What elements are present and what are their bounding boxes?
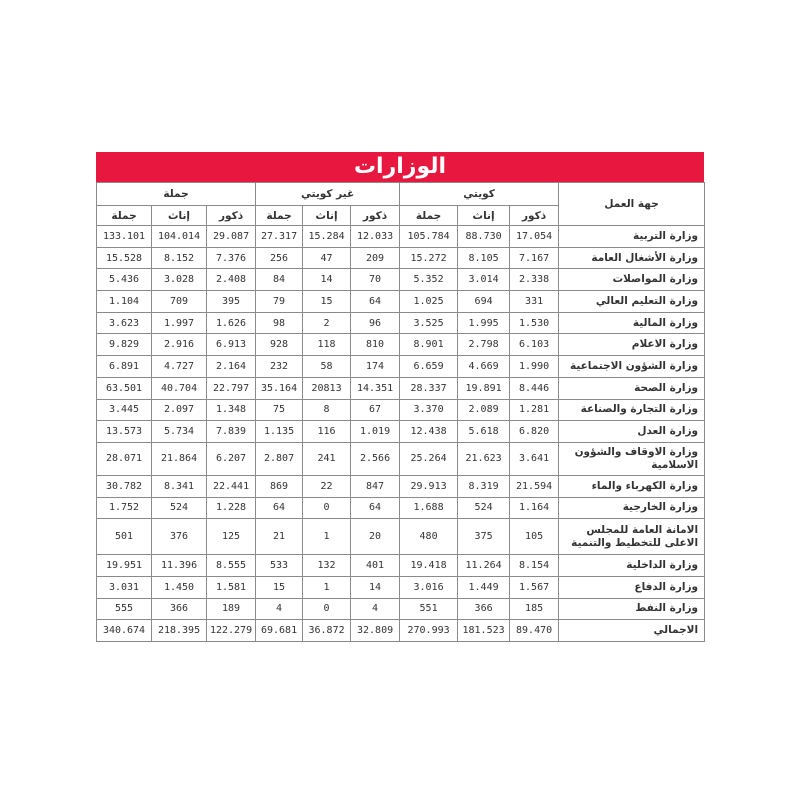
table-cell: 12.438 bbox=[400, 421, 458, 443]
table-cell: 132 bbox=[303, 555, 351, 577]
table-cell: 3.445 bbox=[97, 399, 152, 421]
table-row bbox=[97, 555, 705, 577]
table-cell: 241 bbox=[303, 442, 351, 475]
table-cell: 70 bbox=[351, 269, 400, 291]
table-cell: 1.990 bbox=[510, 356, 559, 378]
table-cell: 7.839 bbox=[207, 421, 256, 443]
table-cell: 3.014 bbox=[458, 269, 510, 291]
sub-header-male: ذكور bbox=[207, 206, 256, 226]
row-label: وزارة الدفاع bbox=[559, 576, 705, 598]
table-cell: 395 bbox=[207, 291, 256, 313]
entity-header: جهة العمل bbox=[559, 183, 705, 226]
sub-header-total: جملة bbox=[256, 206, 303, 226]
table-cell: 11.264 bbox=[458, 555, 510, 577]
table-cell: 2.408 bbox=[207, 269, 256, 291]
table-cell: 1.104 bbox=[97, 291, 152, 313]
table-cell: 2.566 bbox=[351, 442, 400, 475]
table-row bbox=[97, 421, 705, 443]
table-cell: 928 bbox=[256, 334, 303, 356]
table-cell: 5.734 bbox=[152, 421, 207, 443]
row-label: وزارة الخارجية bbox=[559, 497, 705, 519]
table-cell: 480 bbox=[400, 519, 458, 555]
table-cell: 8.105 bbox=[458, 247, 510, 269]
table-cell: 1.995 bbox=[458, 312, 510, 334]
table-cell: 21.623 bbox=[458, 442, 510, 475]
table-cell: 2.164 bbox=[207, 356, 256, 378]
table-cell: 22.441 bbox=[207, 475, 256, 497]
table-cell: 7.167 bbox=[510, 247, 559, 269]
sub-header-total: جملة bbox=[97, 206, 152, 226]
table-row bbox=[97, 519, 705, 555]
table-cell: 6.913 bbox=[207, 334, 256, 356]
table-cell: 79 bbox=[256, 291, 303, 313]
table-cell: 15.528 bbox=[97, 247, 152, 269]
table-cell: 15.272 bbox=[400, 247, 458, 269]
table-cell: 1.025 bbox=[400, 291, 458, 313]
table-cell: 3.028 bbox=[152, 269, 207, 291]
table-cell: 1 bbox=[303, 519, 351, 555]
table-cell: 232 bbox=[256, 356, 303, 378]
table-cell: 4 bbox=[351, 598, 400, 620]
table-cell: 0 bbox=[303, 497, 351, 519]
sub-header-total: جملة bbox=[400, 206, 458, 226]
table-cell: 12.033 bbox=[351, 226, 400, 248]
table-cell: 5.618 bbox=[458, 421, 510, 443]
table-cell: 1.348 bbox=[207, 399, 256, 421]
table-cell: 209 bbox=[351, 247, 400, 269]
row-label: وزارة الكهرباء والماء bbox=[559, 475, 705, 497]
table-cell: 1.019 bbox=[351, 421, 400, 443]
table-cell: 181.523 bbox=[458, 620, 510, 642]
table-cell: 4 bbox=[256, 598, 303, 620]
table-cell: 122.279 bbox=[207, 620, 256, 642]
row-label: وزارة التجارة والصناعة bbox=[559, 399, 705, 421]
group-header-non-kuwaiti: غير كويتي bbox=[256, 183, 400, 206]
sub-header-male: ذكور bbox=[510, 206, 559, 226]
table-cell: 376 bbox=[152, 519, 207, 555]
table-cell: 69.681 bbox=[256, 620, 303, 642]
table-cell: 64 bbox=[256, 497, 303, 519]
table-cell: 7.376 bbox=[207, 247, 256, 269]
table-row bbox=[97, 442, 705, 475]
table-cell: 47 bbox=[303, 247, 351, 269]
table-cell: 3.016 bbox=[400, 576, 458, 598]
table-cell: 2.807 bbox=[256, 442, 303, 475]
table-cell: 105.784 bbox=[400, 226, 458, 248]
table-cell: 2.097 bbox=[152, 399, 207, 421]
sub-header-female: إناث bbox=[152, 206, 207, 226]
table-cell: 58 bbox=[303, 356, 351, 378]
table-cell: 0 bbox=[303, 598, 351, 620]
table-cell: 2.338 bbox=[510, 269, 559, 291]
table-cell: 21 bbox=[256, 519, 303, 555]
table-cell: 1.688 bbox=[400, 497, 458, 519]
table-cell: 1.281 bbox=[510, 399, 559, 421]
table-cell: 2.916 bbox=[152, 334, 207, 356]
table-cell: 6.891 bbox=[97, 356, 152, 378]
table-cell: 810 bbox=[351, 334, 400, 356]
row-label: وزارة الداخلية bbox=[559, 555, 705, 577]
ministries-table bbox=[96, 182, 705, 642]
group-header-kuwaiti: كويتي bbox=[400, 183, 559, 206]
row-label: وزارة التعليم العالي bbox=[559, 291, 705, 313]
table-cell: 1.449 bbox=[458, 576, 510, 598]
table-cell: 366 bbox=[152, 598, 207, 620]
table-cell: 19.891 bbox=[458, 377, 510, 399]
table-cell: 218.395 bbox=[152, 620, 207, 642]
table-cell: 28.337 bbox=[400, 377, 458, 399]
table-cell: 20 bbox=[351, 519, 400, 555]
table-cell: 6.820 bbox=[510, 421, 559, 443]
table-cell: 256 bbox=[256, 247, 303, 269]
table-cell: 3.641 bbox=[510, 442, 559, 475]
table-cell: 30.782 bbox=[97, 475, 152, 497]
table-cell: 5.352 bbox=[400, 269, 458, 291]
row-label: وزارة العدل bbox=[559, 421, 705, 443]
table-cell: 29.913 bbox=[400, 475, 458, 497]
sub-header-female: إناث bbox=[458, 206, 510, 226]
table-cell: 14 bbox=[303, 269, 351, 291]
table-cell: 84 bbox=[256, 269, 303, 291]
table-cell: 64 bbox=[351, 291, 400, 313]
table-cell: 133.101 bbox=[97, 226, 152, 248]
table-cell: 694 bbox=[458, 291, 510, 313]
table-cell: 8.555 bbox=[207, 555, 256, 577]
table-cell: 28.071 bbox=[97, 442, 152, 475]
sub-header-male: ذكور bbox=[351, 206, 400, 226]
table-cell: 2.089 bbox=[458, 399, 510, 421]
table-cell: 524 bbox=[152, 497, 207, 519]
table-row bbox=[97, 475, 705, 497]
table-cell: 1.530 bbox=[510, 312, 559, 334]
table-cell: 1.450 bbox=[152, 576, 207, 598]
table-row bbox=[97, 269, 705, 291]
table-body bbox=[97, 226, 705, 642]
table-row bbox=[97, 576, 705, 598]
table-row bbox=[97, 312, 705, 334]
table-cell: 20813 bbox=[303, 377, 351, 399]
table-cell: 36.872 bbox=[303, 620, 351, 642]
table-cell: 1.228 bbox=[207, 497, 256, 519]
table-cell: 63.501 bbox=[97, 377, 152, 399]
row-label: الاجمالي bbox=[559, 620, 705, 642]
table-row bbox=[97, 399, 705, 421]
group-header-total: جملة bbox=[97, 183, 256, 206]
table-cell: 4.669 bbox=[458, 356, 510, 378]
table-cell: 6.659 bbox=[400, 356, 458, 378]
table-cell: 15.284 bbox=[303, 226, 351, 248]
sub-header-female: إناث bbox=[303, 206, 351, 226]
table-cell: 869 bbox=[256, 475, 303, 497]
table-cell: 709 bbox=[152, 291, 207, 313]
table-cell: 6.103 bbox=[510, 334, 559, 356]
table-cell: 189 bbox=[207, 598, 256, 620]
table-cell: 13.573 bbox=[97, 421, 152, 443]
total-row bbox=[97, 620, 705, 642]
table-cell: 8.319 bbox=[458, 475, 510, 497]
table-cell: 15 bbox=[256, 576, 303, 598]
table-row bbox=[97, 598, 705, 620]
table-row bbox=[97, 377, 705, 399]
table-cell: 1.567 bbox=[510, 576, 559, 598]
table-cell: 22 bbox=[303, 475, 351, 497]
table-cell: 8.154 bbox=[510, 555, 559, 577]
row-label: وزارة الاعلام bbox=[559, 334, 705, 356]
table-cell: 1 bbox=[303, 576, 351, 598]
table-cell: 2 bbox=[303, 312, 351, 334]
table-row bbox=[97, 247, 705, 269]
row-label: وزارة الشؤون الاجتماعية bbox=[559, 356, 705, 378]
table-cell: 116 bbox=[303, 421, 351, 443]
row-label: الامانة العامة للمجلس الاعلى للتخطيط والتنمية bbox=[559, 519, 705, 555]
table-cell: 22.797 bbox=[207, 377, 256, 399]
table-cell: 14 bbox=[351, 576, 400, 598]
table-cell: 8.152 bbox=[152, 247, 207, 269]
table-cell: 125 bbox=[207, 519, 256, 555]
table-cell: 5.436 bbox=[97, 269, 152, 291]
table-cell: 1.997 bbox=[152, 312, 207, 334]
table-cell: 21.594 bbox=[510, 475, 559, 497]
table-cell: 331 bbox=[510, 291, 559, 313]
table-cell: 375 bbox=[458, 519, 510, 555]
table-cell: 96 bbox=[351, 312, 400, 334]
row-label: وزارة المالية bbox=[559, 312, 705, 334]
table-row bbox=[97, 497, 705, 519]
table-cell: 88.730 bbox=[458, 226, 510, 248]
table-cell: 1.626 bbox=[207, 312, 256, 334]
table-cell: 8.446 bbox=[510, 377, 559, 399]
row-label: وزارة الأشغال العامة bbox=[559, 247, 705, 269]
table-cell: 1.164 bbox=[510, 497, 559, 519]
table-cell: 551 bbox=[400, 598, 458, 620]
table-cell: 67 bbox=[351, 399, 400, 421]
table-cell: 64 bbox=[351, 497, 400, 519]
table-cell: 8.341 bbox=[152, 475, 207, 497]
table-cell: 17.054 bbox=[510, 226, 559, 248]
row-label: وزارة الصحة bbox=[559, 377, 705, 399]
table-cell: 270.993 bbox=[400, 620, 458, 642]
table-cell: 847 bbox=[351, 475, 400, 497]
table-row bbox=[97, 291, 705, 313]
table-cell: 19.418 bbox=[400, 555, 458, 577]
table-title-banner: الوزارات bbox=[96, 152, 704, 182]
table-cell: 89.470 bbox=[510, 620, 559, 642]
table-cell: 3.370 bbox=[400, 399, 458, 421]
table-cell: 118 bbox=[303, 334, 351, 356]
table-cell: 14.351 bbox=[351, 377, 400, 399]
table-cell: 25.264 bbox=[400, 442, 458, 475]
table-cell: 524 bbox=[458, 497, 510, 519]
table-cell: 501 bbox=[97, 519, 152, 555]
table-cell: 98 bbox=[256, 312, 303, 334]
table-cell: 21.864 bbox=[152, 442, 207, 475]
table-cell: 104.014 bbox=[152, 226, 207, 248]
table-cell: 340.674 bbox=[97, 620, 152, 642]
header-row-groups bbox=[97, 183, 705, 206]
row-label: وزارة التربية bbox=[559, 226, 705, 248]
table-cell: 3.623 bbox=[97, 312, 152, 334]
table-cell: 1.752 bbox=[97, 497, 152, 519]
table-cell: 3.525 bbox=[400, 312, 458, 334]
row-label: وزارة الاوقاف والشؤون الاسلامية bbox=[559, 442, 705, 475]
table-cell: 401 bbox=[351, 555, 400, 577]
table-cell: 29.087 bbox=[207, 226, 256, 248]
row-label: وزارة النفط bbox=[559, 598, 705, 620]
ministries-table-container bbox=[96, 152, 704, 642]
table-row bbox=[97, 356, 705, 378]
table-cell: 174 bbox=[351, 356, 400, 378]
table-cell: 8.901 bbox=[400, 334, 458, 356]
table-cell: 105 bbox=[510, 519, 559, 555]
table-cell: 1.135 bbox=[256, 421, 303, 443]
table-cell: 19.951 bbox=[97, 555, 152, 577]
table-cell: 15 bbox=[303, 291, 351, 313]
table-cell: 75 bbox=[256, 399, 303, 421]
table-cell: 40.704 bbox=[152, 377, 207, 399]
table-cell: 366 bbox=[458, 598, 510, 620]
table-cell: 1.581 bbox=[207, 576, 256, 598]
table-cell: 32.809 bbox=[351, 620, 400, 642]
table-cell: 35.164 bbox=[256, 377, 303, 399]
table-cell: 533 bbox=[256, 555, 303, 577]
table-cell: 4.727 bbox=[152, 356, 207, 378]
table-row bbox=[97, 334, 705, 356]
table-cell: 2.798 bbox=[458, 334, 510, 356]
table-cell: 3.031 bbox=[97, 576, 152, 598]
table-cell: 27.317 bbox=[256, 226, 303, 248]
table-cell: 8 bbox=[303, 399, 351, 421]
row-label: وزارة المواصلات bbox=[559, 269, 705, 291]
table-cell: 6.207 bbox=[207, 442, 256, 475]
table-cell: 11.396 bbox=[152, 555, 207, 577]
table-cell: 555 bbox=[97, 598, 152, 620]
table-cell: 185 bbox=[510, 598, 559, 620]
table-row bbox=[97, 226, 705, 248]
table-cell: 9.829 bbox=[97, 334, 152, 356]
